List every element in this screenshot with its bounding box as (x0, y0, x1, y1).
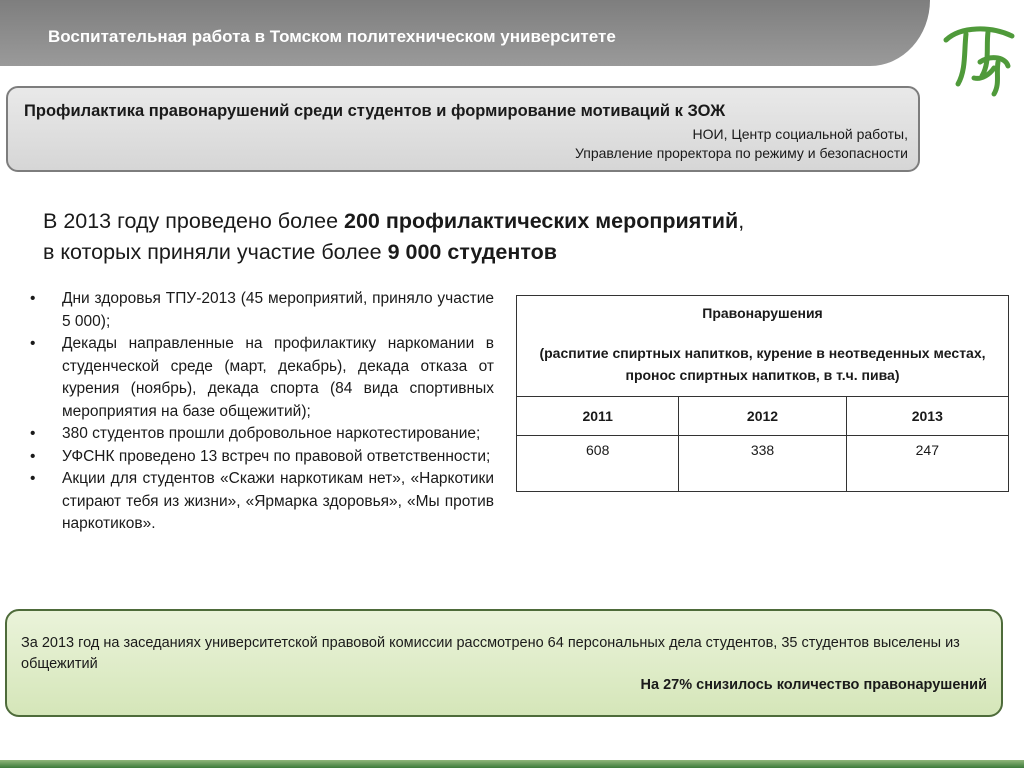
list-item: • 380 студентов прошли добровольное наркотестирование; (30, 423, 494, 446)
table-row (517, 436, 1009, 492)
offenses-table (516, 295, 1009, 492)
value-cell: 247 (846, 436, 1008, 492)
list-item: • Акции для студентов «Скажи наркотикам нет», «Наркотики стирают тебя из жизни», «Ярмарка здоровья», «Мы против наркотиков». (30, 468, 494, 536)
headline-bold-1: 200 профилактических мероприятий (344, 209, 739, 233)
footer-line (0, 760, 1024, 768)
year-cell: 2013 (846, 397, 1008, 436)
summary-result: На 27% снизилось количество правонарушений (640, 677, 987, 693)
headline-bold-2: 9 000 студентов (387, 240, 557, 264)
year-cell: 2011 (517, 397, 679, 436)
subtitle-title: Профилактика правонарушений среди студентов и формирование мотиваций к ЗОЖ (24, 102, 726, 120)
header-title: Воспитательная работа в Томском политехническом университете (48, 27, 616, 46)
activities-list (30, 288, 494, 536)
subtitle-line-1: НОИ, Центр социальной работы, (692, 126, 908, 142)
subtitle-box (6, 86, 920, 172)
list-item: • Декады направленные на профилактику наркомании в студенческой среде (март, декабрь), декада отказа от курения (ноябрь), декада спорта (84 вида спортивных мероприятия на базе общежитий); (30, 333, 494, 423)
header-band (0, 0, 930, 66)
list-item: • УФСНК проведено 13 встреч по правовой ответственности; (30, 446, 494, 469)
headline (43, 206, 744, 268)
year-cell: 2012 (679, 397, 846, 436)
headline-text-1: В 2013 году проведено более (43, 209, 344, 233)
summary-box (5, 609, 1003, 717)
headline-text-3: в которых приняли участие более (43, 240, 388, 264)
value-cell: 338 (679, 436, 846, 492)
summary-text: За 2013 год на заседаниях университетской правовой комиссии рассмотрено 64 персональных дела студентов, 35 студентов выселены из общежитий (21, 635, 960, 672)
table-header-subtitle: (распитие спиртных напитков, курение в неотведенных местах, пронос спиртных напитков, в т.ч. пива) (539, 345, 986, 383)
tpu-monogram-logo (936, 18, 1022, 104)
table-header-title: Правонарушения (702, 305, 823, 321)
headline-text-2: , (738, 209, 745, 233)
table-header-row (517, 296, 1009, 397)
value-cell: 608 (517, 436, 679, 492)
list-item: • Дни здоровья ТПУ-2013 (45 мероприятий, приняло участие 5 000); (30, 288, 494, 333)
subtitle-line-2: Управление проректора по режиму и безопасности (575, 145, 908, 161)
table-header (517, 296, 1009, 397)
table-row (517, 397, 1009, 436)
